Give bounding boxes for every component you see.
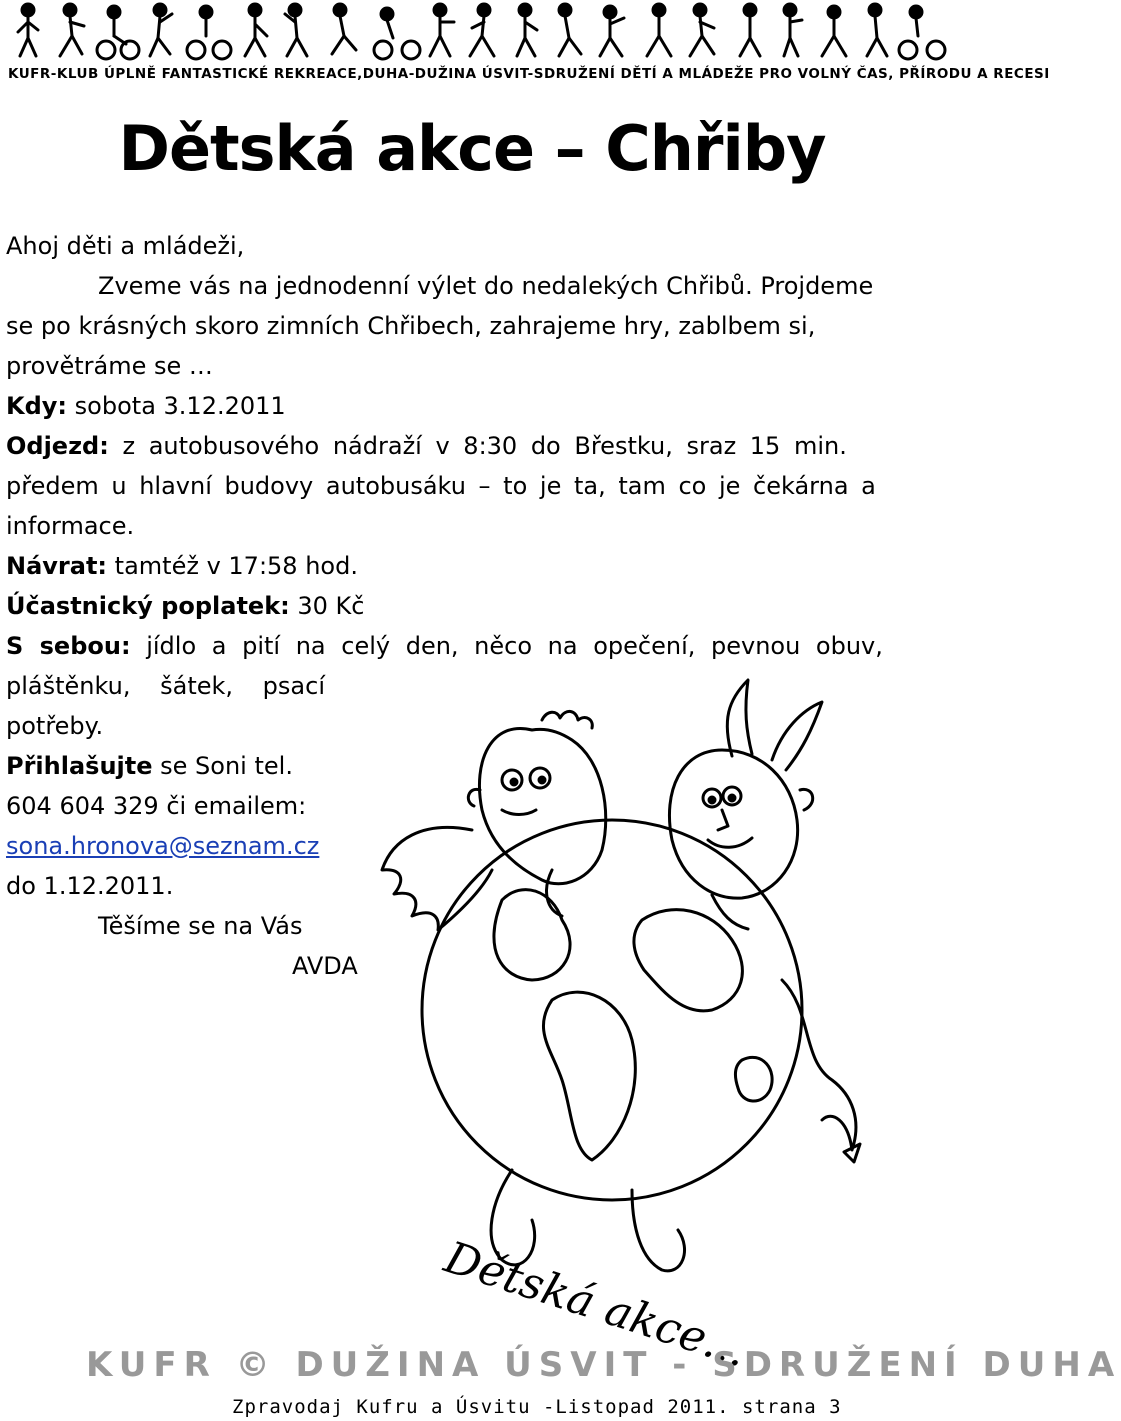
bring-value: jídlo a pití na celý den, něco na opečení, pevnou obuv, [146,632,883,660]
return-value: tamtéž v 17:58 hod. [114,552,358,580]
page-title: Dětská akce – Chřiby [118,112,826,185]
departure-label: Odjezd: [6,432,109,460]
bring-row [6,626,952,666]
intro-line: provětráme se … [6,352,213,380]
fee-label: Účastnický poplatek: [6,592,290,620]
page-footer: Zpravodaj Kufru a Úsvitu -Listopad 2011. strana 3 [232,1396,842,1418]
phone-line: 604 604 329 či emailem: [6,792,307,820]
angel-devil-globe-illustration [382,680,882,1378]
departure-continuation: předem u hlavní budovy autobusáku – to je ta, tam co je čekárna a [6,472,876,500]
return-row [6,546,952,586]
signup-label: Přihlašujte [6,752,153,780]
bring-label: S sebou: [6,632,131,660]
deadline: do 1.12.2011. [6,872,174,900]
fee-value: 30 Kč [297,592,365,620]
when-label: Kdy: [6,392,68,420]
closing: Těšíme se na Vás [98,912,303,940]
illustration-caption: Dětská akce... [438,1231,753,1378]
departure-row [6,426,952,466]
fee-row [6,586,952,626]
banner-caption: KUFR-KLUB ÚPLNĚ FANTASTICKÉ REKREACE,DUHA-DUŽINA ÚSVIT-SDRUŽENÍ DĚTÍ A MLÁDEŽE PRO VOLNÝ ČAS, PŘÍRODU A RECESI [8,66,1050,82]
return-label: Návrat: [6,552,108,580]
header-banner [0,0,1050,90]
when-value: sobota 3.12.2011 [74,392,286,420]
signature: AVDA [292,952,358,980]
email-link[interactable]: sona.hronova@seznam.cz [6,832,320,860]
intro-line: Zveme vás na jednodenní výlet do nedalekých Chřibů. Projdeme [98,272,874,300]
departure-value: z autobusového nádraží v 8:30 do Břestku, sraz 15 min. [122,432,847,460]
activity-figures-icon [0,0,960,64]
bottom-logo: KUFR © DUŽINA ÚSVIT - SDRUŽENÍ DUHA [86,1345,1121,1385]
intro-line: se po krásných skoro zimních Chřibech, zahrajeme hry, zablbem si, [6,312,816,340]
greeting: Ahoj děti a mládeži, [6,232,245,260]
when-row [6,386,952,426]
bring-continuation: pláštěnku, šátek, psací [6,672,325,700]
bring-continuation: potřeby. [6,712,104,740]
departure-continuation: informace. [6,512,135,540]
signup-value: se Soni tel. [160,752,293,780]
